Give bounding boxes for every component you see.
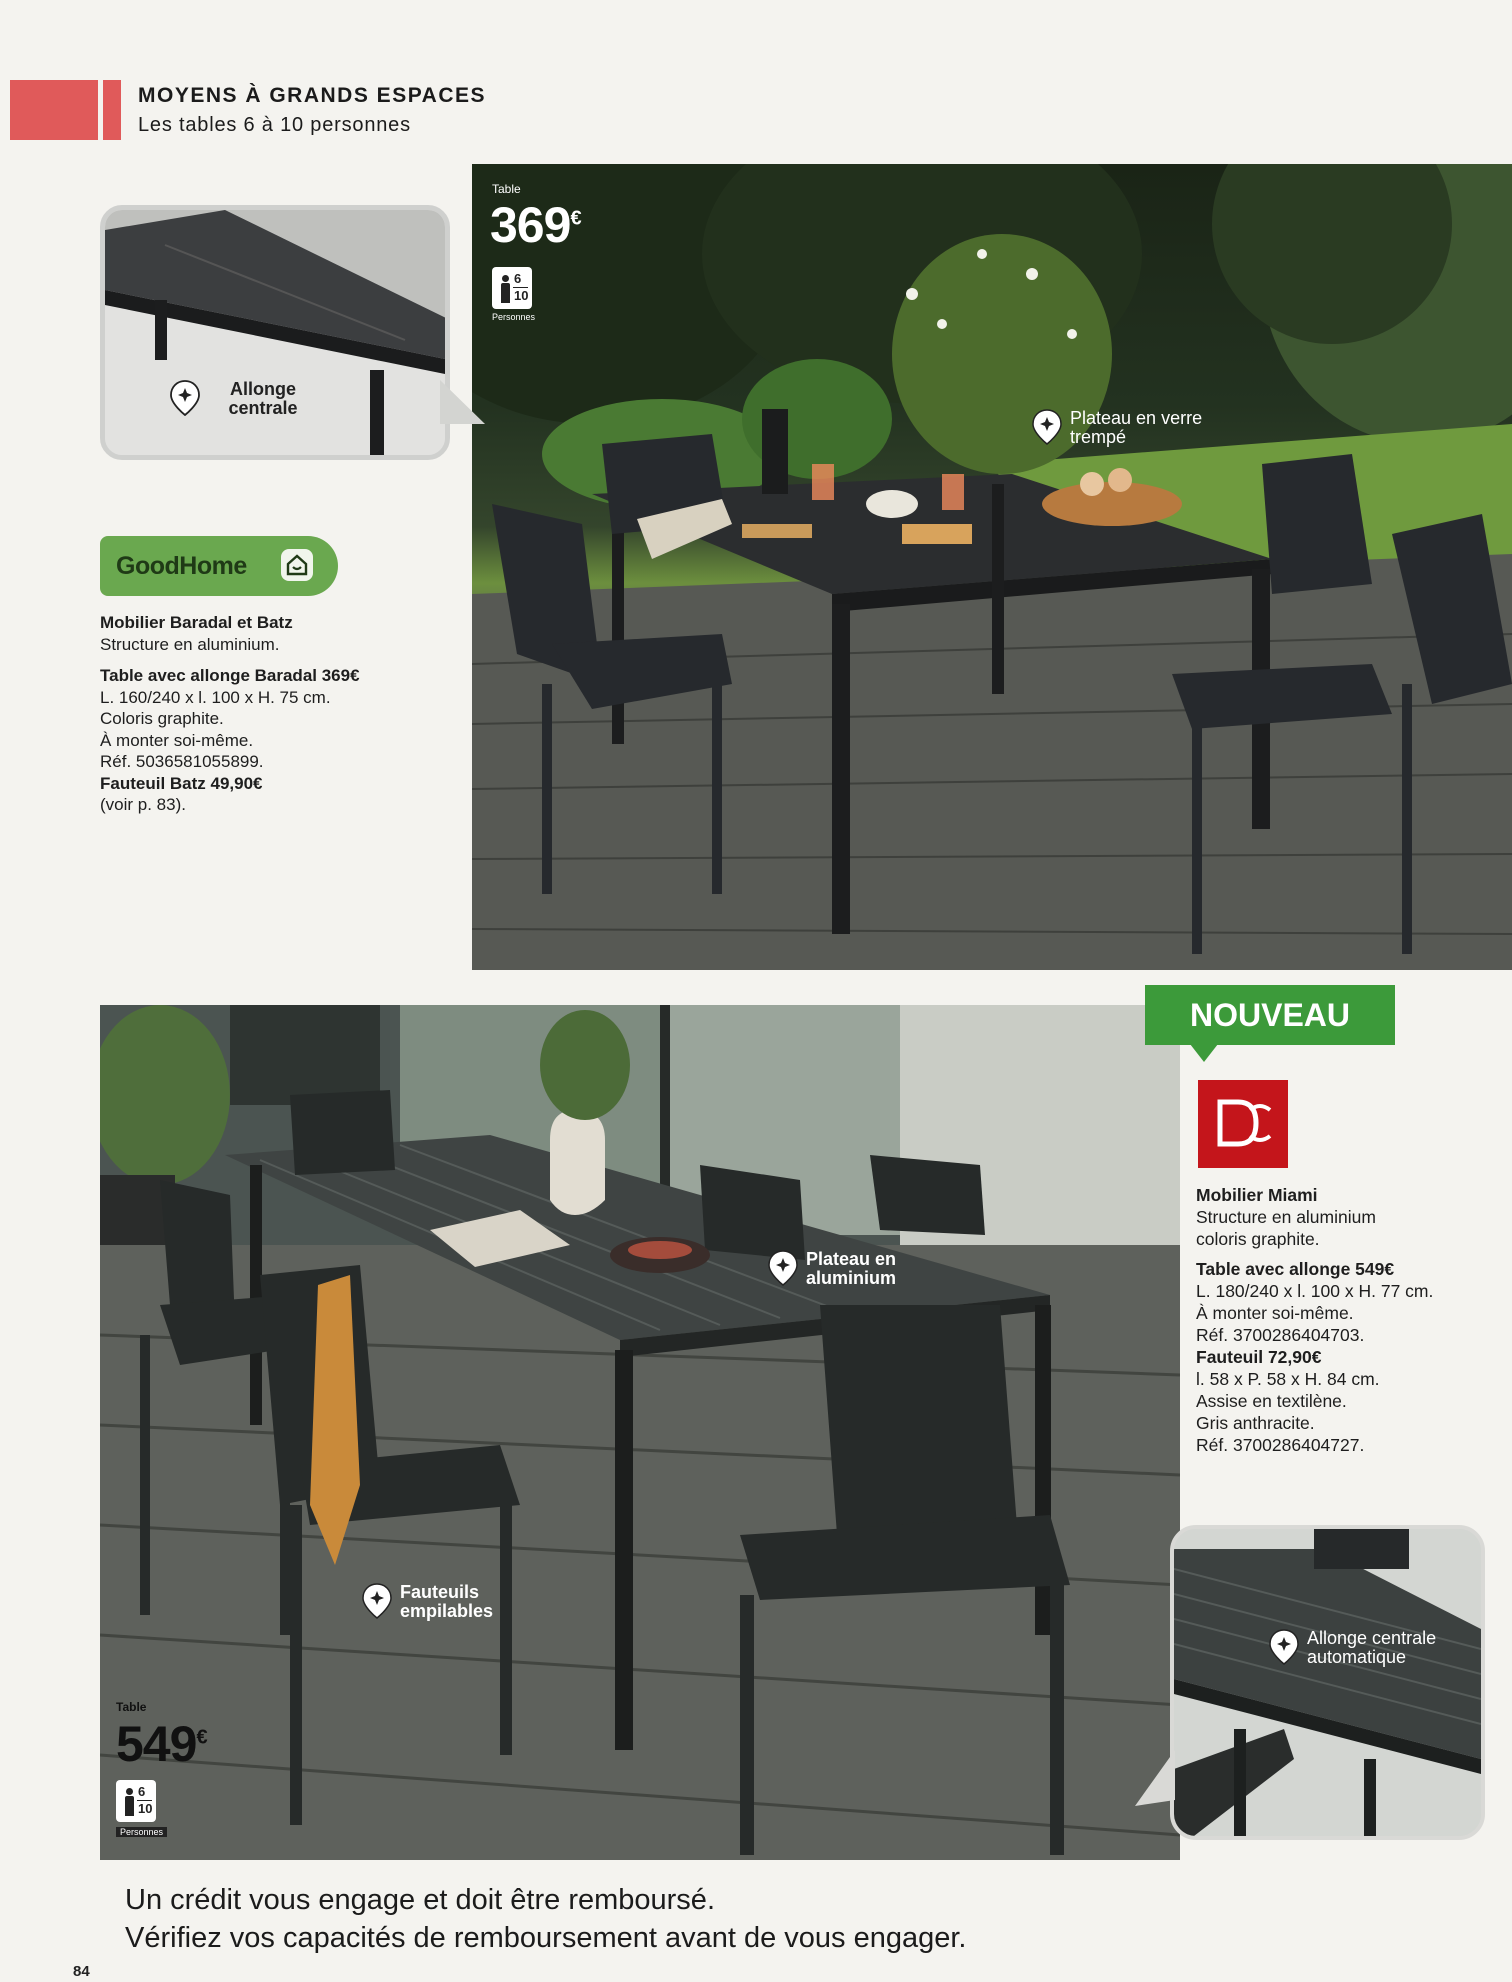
price-currency: € <box>196 1726 207 1749</box>
desc-line: l. 58 x P. 58 x H. 84 cm. <box>1196 1369 1380 1389</box>
desc-line: L. 160/240 x l. 100 x H. 75 cm. <box>100 687 331 707</box>
product-photo-miami <box>100 1005 1180 1860</box>
inset-pointer <box>1135 1750 1180 1810</box>
section-title: MOYENS À GRANDS ESPACES <box>138 84 486 107</box>
photo-miami-illustration <box>100 1005 1180 1860</box>
desc-line: L. 180/240 x l. 100 x H. 77 cm. <box>1196 1281 1434 1301</box>
header-accent-bar <box>10 80 98 140</box>
brand-dcb-logo <box>1198 1080 1288 1168</box>
dcb-logo-mark <box>1198 1080 1288 1168</box>
product-description-miami <box>1196 1184 1433 1456</box>
desc-line: Coloris graphite. <box>100 709 224 728</box>
price-currency: € <box>570 207 581 230</box>
desc-line: Table avec allonge Baradal 369€ <box>100 666 360 685</box>
inset-table-illustration <box>105 210 450 460</box>
desc-line: Réf. 3700286404703. <box>1196 1325 1365 1345</box>
callout-stackable <box>362 1583 520 1621</box>
price-label: Table <box>492 182 521 196</box>
legal-notice-line2: Vérifiez vos capacités de remboursement avant de vous engager. <box>125 1922 967 1954</box>
person-figure-icon <box>500 275 510 303</box>
header-accent-bar-small <box>103 80 121 140</box>
desc-line: À monter soi-même. <box>100 730 254 750</box>
brand-goodhome-logo <box>100 536 338 596</box>
price-value <box>490 196 581 254</box>
inset-allonge-automatique <box>1170 1525 1485 1840</box>
callout-glass-top <box>1032 409 1250 447</box>
callout-aluminium <box>768 1250 926 1288</box>
desc-line: Fauteuil Batz 49,90€ <box>100 773 263 793</box>
desc-line: Mobilier Baradal et Batz <box>100 613 293 632</box>
desc-line: Gris anthracite. <box>1196 1413 1315 1433</box>
location-pin-icon <box>362 1583 392 1619</box>
house-icon <box>280 548 314 582</box>
product-description-baradal <box>100 612 360 816</box>
location-pin-icon <box>1032 409 1062 445</box>
legal-notice-line1: Un crédit vous engage et doit être remboursé. <box>125 1884 715 1916</box>
persons-icon <box>492 267 532 309</box>
person-figure-icon <box>124 1788 134 1816</box>
desc-line: À monter soi-même. <box>1196 1303 1354 1323</box>
inset-pointer <box>440 380 490 440</box>
desc-line: Assise en textilène. <box>1196 1391 1347 1411</box>
callout-text: Plateau en aluminium <box>806 1249 897 1288</box>
section-subtitle: Les tables 6 à 10 personnes <box>138 114 411 136</box>
persons-max: 10 <box>138 1801 153 1816</box>
inset-allonge-centrale <box>100 205 450 460</box>
callout-text: Allonge centrale automatique <box>1307 1628 1437 1667</box>
desc-line: Structure en aluminium. <box>100 634 280 654</box>
inset-table-illustration <box>1174 1529 1481 1836</box>
brand-name: GoodHome <box>116 552 247 580</box>
desc-line: Table avec allonge 549€ <box>1196 1259 1395 1279</box>
desc-line: Réf. 5036581055899. <box>100 752 264 771</box>
location-pin-icon <box>768 1250 798 1286</box>
location-pin-icon <box>170 380 200 416</box>
location-pin-icon <box>1269 1629 1299 1665</box>
new-badge-tail <box>1190 1044 1218 1062</box>
callout-allonge-auto <box>1269 1629 1452 1667</box>
desc-line: Réf. 3700286404727. <box>1196 1435 1365 1455</box>
callout-text: Allonge centrale <box>228 379 298 418</box>
persons-max: 10 <box>514 288 529 303</box>
desc-line: Structure en aluminium <box>1196 1207 1376 1227</box>
page-number: 84 <box>73 1963 90 1980</box>
persons-label: Personnes <box>492 312 536 322</box>
price-value <box>116 1715 207 1773</box>
price-amount: 549 <box>116 1716 197 1772</box>
new-badge: NOUVEAU <box>1145 985 1395 1045</box>
desc-line: Mobilier Miami <box>1196 1185 1318 1205</box>
price-label: Table <box>116 1700 147 1714</box>
product-photo-baradal <box>472 164 1512 970</box>
persons-min: 6 <box>138 1784 146 1799</box>
callout-allonge <box>170 380 318 418</box>
callout-text: Plateau en verre trempé <box>1070 408 1203 447</box>
photo-baradal-illustration <box>472 164 1512 970</box>
persons-icon <box>116 1780 156 1822</box>
persons-min: 6 <box>514 271 522 286</box>
price-amount: 369 <box>490 197 571 253</box>
desc-line: Fauteuil 72,90€ <box>1196 1347 1322 1367</box>
desc-line: (voir p. 83). <box>100 795 186 814</box>
persons-label: Personnes <box>116 1827 167 1837</box>
desc-line: coloris graphite. <box>1196 1229 1320 1249</box>
callout-text: Fauteuils empilables <box>400 1582 494 1621</box>
